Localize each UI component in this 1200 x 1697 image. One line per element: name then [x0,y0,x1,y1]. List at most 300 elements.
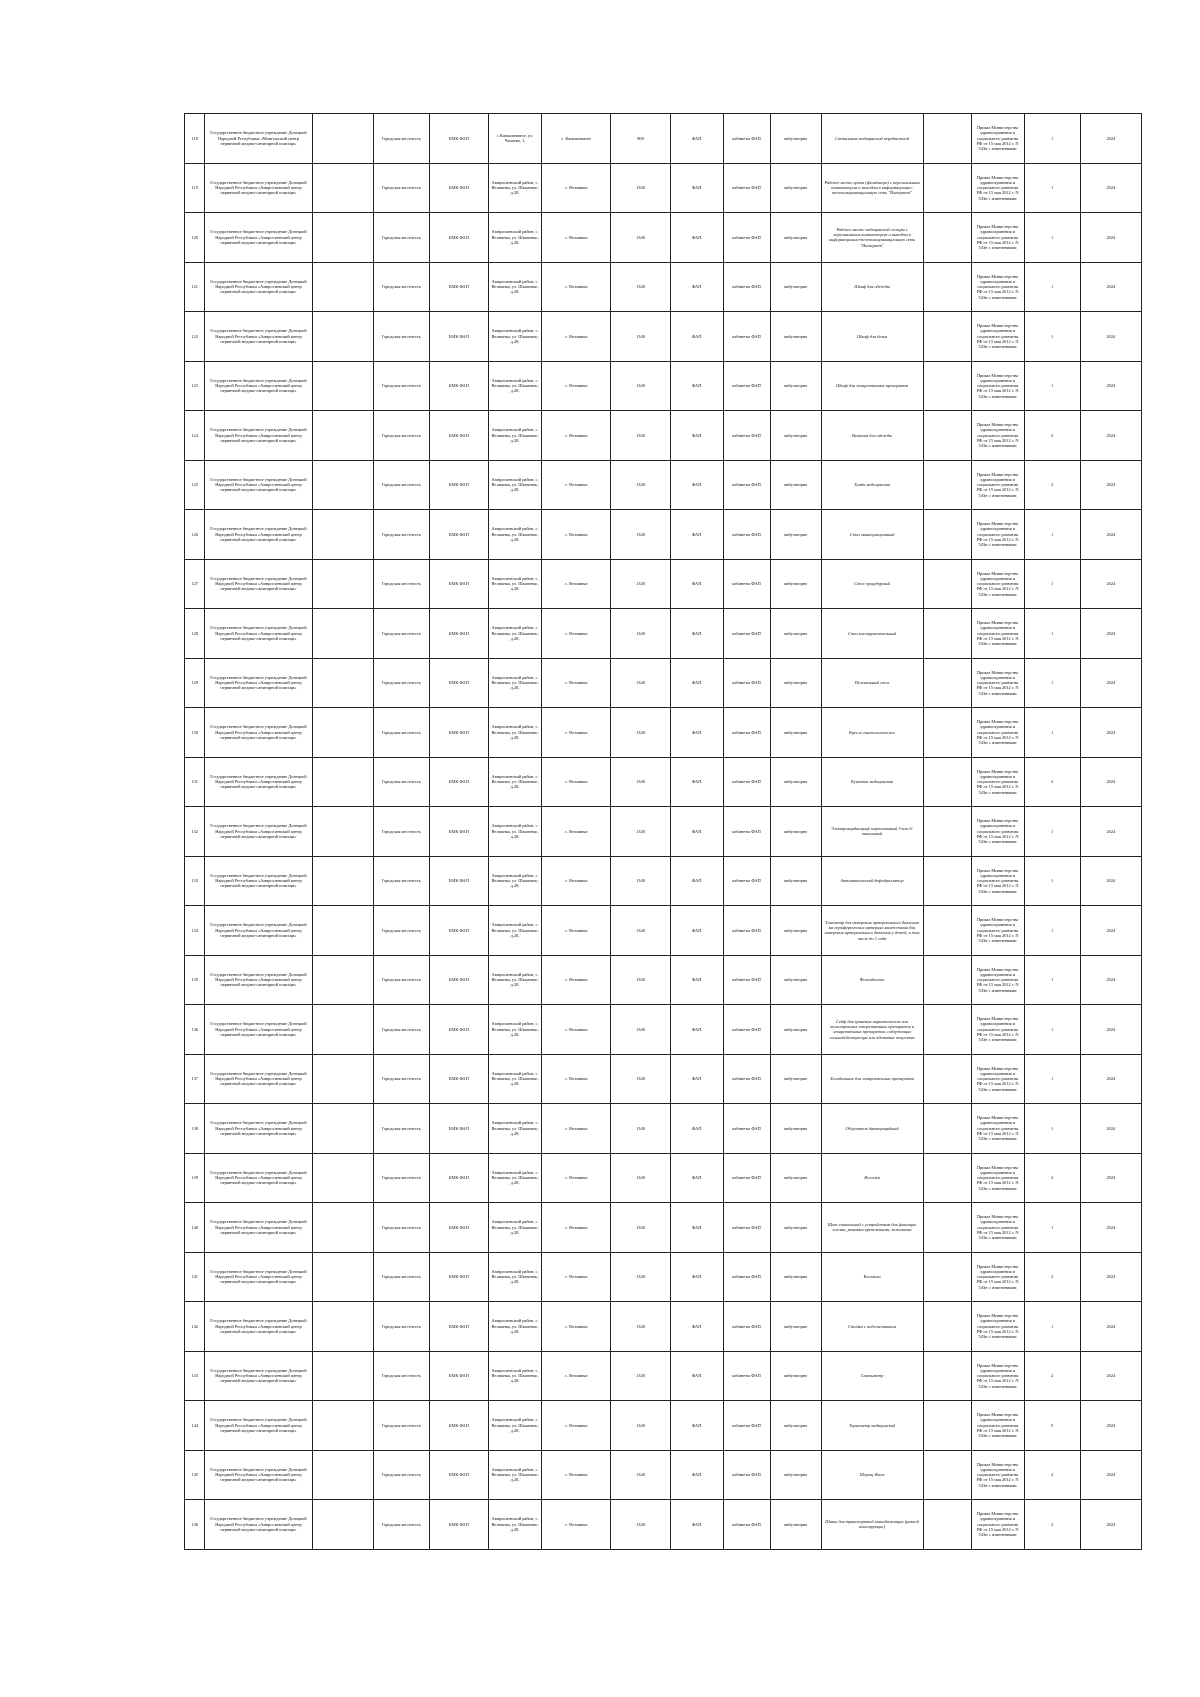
population: 1340 [611,1500,670,1550]
empty-cell [312,658,373,708]
quantity: 1 [1024,114,1080,164]
year: 2024 [1080,757,1141,807]
area-type: Городская местность [373,1104,429,1154]
organization-name: Государственное бюджетное учреждение Донецкой Народной Республики «Амвросиевский центр первичной медико-санитарной помощи» [205,559,312,609]
care-form: амбулаторно [770,1153,821,1203]
regulatory-basis: Приказ Министерства здравоохранения и социального развития РФ от 15 мая 2012 г. N 543н с изменениями [971,460,1024,510]
year: 2024 [1080,807,1141,857]
population: 1340 [611,312,670,362]
area-type: Городская местность [373,955,429,1005]
year: 2024 [1080,460,1141,510]
facility-address: Амвросиевский район, с. Велмянка, ул. Шкапенко, д.28, [489,1351,542,1401]
facility-type: БМК ФАП [429,510,488,560]
row-number: 122 [185,312,205,362]
cabinet: кабинеты ФАП [723,906,770,956]
population: 1340 [611,213,670,263]
row-number: 131 [185,757,205,807]
table-row [185,262,1142,312]
facility-address: Амвросиевский район, с. Велмянка, ул. Шкапенко, д.28, [489,856,542,906]
area-type: Городская местность [373,1054,429,1104]
facility-kind: ФАП [670,708,723,758]
empty-cell [312,1351,373,1401]
facility-kind: ФАП [670,361,723,411]
year: 2024 [1080,955,1141,1005]
care-form: амбулаторно [770,114,821,164]
facility-kind: ФАП [670,658,723,708]
settlement: с. Велмянка [542,1450,611,1500]
row-number: 126 [185,510,205,560]
organization-name: Государственное бюджетное учреждение Донецкой Народной Республики «Амвросиевский центр первичной медико-санитарной помощи» [205,1203,312,1253]
facility-type: БМК ФАП [429,312,488,362]
area-type: Городская местность [373,1450,429,1500]
cabinet: кабинеты ФАП [723,1450,770,1500]
table-row [185,1450,1142,1500]
empty-cell [923,1153,971,1203]
table-row [185,807,1142,857]
area-type: Городская местность [373,460,429,510]
settlement: с. Велмянка [542,510,611,560]
equipment-item: Шкаф для лекарственных препаратов [821,361,923,411]
table-row [185,856,1142,906]
empty-cell [923,1450,971,1500]
regulatory-basis: Приказ Министерства здравоохранения и социального развития РФ от 15 мая 2012 г. N 543н с изменениями [971,163,1024,213]
equipment-item: Костыли [821,1252,923,1302]
table-row [185,163,1142,213]
table-row [185,1153,1142,1203]
organization-name: Государственное бюджетное учреждение Донецкой Народной Республики «Амвросиевский центр первичной медико-санитарной помощи» [205,1005,312,1055]
facility-address: Амвросиевский район, с. Велмянка, ул. Шкапенко, д.28, [489,1401,542,1451]
facility-address: Амвросиевский район, с. Велмянка, ул. Шкапенко, д.28, [489,1054,542,1104]
care-form: амбулаторно [770,411,821,461]
table-row [185,906,1142,956]
settlement: с. Велмянка [542,906,611,956]
organization-name: Государственное бюджетное учреждение Донецкой Народной Республики «Амвросиевский центр первичной медико-санитарной помощи» [205,460,312,510]
care-form: амбулаторно [770,460,821,510]
care-form: амбулаторно [770,163,821,213]
facility-address: Амвросиевский район, с. Велмянка, ул. Шкапенко, д.28, [489,609,542,659]
facility-type: БМК ФАП [429,1104,488,1154]
cabinet: кабинеты ФАП [723,1104,770,1154]
row-number: 133 [185,856,205,906]
table-row [185,213,1142,263]
area-type: Городская местность [373,559,429,609]
year: 2024 [1080,708,1141,758]
care-form: амбулаторно [770,856,821,906]
area-type: Городская местность [373,1500,429,1550]
equipment-item: Шприц Жанэ [821,1450,923,1500]
facility-kind: ФАП [670,1302,723,1352]
regulatory-basis: Приказ Министерства здравоохранения и социального развития РФ от 15 мая 2012 г. N 543н с изменениями [971,510,1024,560]
table-row [185,510,1142,560]
care-form: амбулаторно [770,708,821,758]
empty-cell [312,559,373,609]
equipment-table [184,113,1142,1550]
care-form: амбулаторно [770,609,821,659]
quantity: 1 [1024,213,1080,263]
settlement: с. Велмянка [542,1302,611,1352]
facility-address: Амвросиевский район, с. Велмянка, ул. Шкапенко, д.28, [489,1500,542,1550]
equipment-item: Щит спинальный с устройством для фиксации головы, ремнями крепежными, зажимами [821,1203,923,1253]
empty-cell [923,1005,971,1055]
table-row [185,114,1142,164]
equipment-item: Вешалка для одежды [821,411,923,461]
population: 800 [611,114,670,164]
table-row [185,1351,1142,1401]
table-row [185,955,1142,1005]
quantity: 1 [1024,906,1080,956]
care-form: амбулаторно [770,1203,821,1253]
facility-type: БМК ФАП [429,411,488,461]
year: 2024 [1080,1005,1141,1055]
empty-cell [923,559,971,609]
year: 2024 [1080,1450,1141,1500]
organization-name: Государственное бюджетное учреждение Донецкой Народной Республики «Амвросиевский центр первичной медико-санитарной помощи» [205,708,312,758]
care-form: амбулаторно [770,1005,821,1055]
table-row [185,559,1142,609]
row-number: 124 [185,411,205,461]
facility-type: БМК ФАП [429,559,488,609]
empty-cell [923,708,971,758]
regulatory-basis: Приказ Министерства здравоохранения и социального развития РФ от 15 мая 2012 г. N 543н с изменениями [971,1252,1024,1302]
empty-cell [312,312,373,362]
area-type: Городская местность [373,1203,429,1253]
area-type: Городская местность [373,1005,429,1055]
area-type: Городская местность [373,1153,429,1203]
care-form: амбулаторно [770,1401,821,1451]
cabinet: кабинеты ФАП [723,460,770,510]
population: 1340 [611,1104,670,1154]
empty-cell [923,510,971,560]
empty-cell [923,1401,971,1451]
row-number: 129 [185,658,205,708]
facility-kind: ФАП [670,163,723,213]
facility-address: Амвросиевский район, с. Велмянка, ул. Шкапенко, д.28, [489,1450,542,1500]
quantity: 1 [1024,510,1080,560]
area-type: Городская местность [373,361,429,411]
quantity: 2 [1024,1252,1080,1302]
cabinet: кабинеты ФАП [723,757,770,807]
year: 2024 [1080,1104,1141,1154]
cabinet: кабинеты ФАП [723,262,770,312]
row-number: 140 [185,1203,205,1253]
year: 2024 [1080,906,1141,956]
regulatory-basis: Приказ Министерства здравоохранения и социального развития РФ от 15 мая 2012 г. N 543н с изменениями [971,609,1024,659]
facility-address: Амвросиевский район, с. Велмянка, ул. Шкапенко, д.28, [489,1252,542,1302]
organization-name: Государственное бюджетное учреждение Донецкой Народной Республики «Амвросиевский центр первичной медико-санитарной помощи» [205,856,312,906]
settlement: с. Велмянка [542,757,611,807]
population: 1340 [611,1401,670,1451]
population: 1340 [611,1005,670,1055]
regulatory-basis: Приказ Министерства здравоохранения и социального развития РФ от 15 мая 2012 г. N 543н с изменениями [971,856,1024,906]
cabinet: кабинеты ФАП [723,1252,770,1302]
empty-cell [312,1401,373,1451]
empty-cell [312,708,373,758]
empty-cell [312,955,373,1005]
settlement: с. Велмянка [542,1351,611,1401]
empty-cell [312,213,373,263]
cabinet: кабинеты ФАП [723,708,770,758]
facility-type: БМК ФАП [429,658,488,708]
year: 2024 [1080,1500,1141,1550]
equipment-item: Тумба медицинская [821,460,923,510]
equipment-item: Стол процедурный [821,559,923,609]
facility-kind: ФАП [670,757,723,807]
settlement: с. Велмянка [542,411,611,461]
regulatory-basis: Приказ Министерства здравоохранения и социального развития РФ от 15 мая 2012 г. N 543н с изменениями [971,1203,1024,1253]
care-form: амбулаторно [770,1450,821,1500]
empty-cell [312,1500,373,1550]
empty-cell [923,411,971,461]
area-type: Городская местность [373,262,429,312]
cabinet: кабинеты ФАП [723,1351,770,1401]
care-form: амбулаторно [770,1302,821,1352]
quantity: 1 [1024,708,1080,758]
table-row [185,1500,1142,1550]
cabinet: кабинеты ФАП [723,114,770,164]
row-number: 144 [185,1401,205,1451]
empty-cell [923,955,971,1005]
table-row [185,1054,1142,1104]
area-type: Городская местность [373,213,429,263]
empty-cell [312,114,373,164]
facility-address: Амвросиевский район, с. Велмянка, ул. Шкапенко, д.28, [489,955,542,1005]
care-form: амбулаторно [770,1054,821,1104]
facility-kind: ФАП [670,114,723,164]
year: 2024 [1080,856,1141,906]
population: 1340 [611,757,670,807]
empty-cell [312,1005,373,1055]
year: 2024 [1080,658,1141,708]
settlement: с. Велмянка [542,1401,611,1451]
cabinet: кабинеты ФАП [723,411,770,461]
population: 1340 [611,1054,670,1104]
empty-cell [923,213,971,263]
regulatory-basis: Приказ Министерства здравоохранения и социального развития РФ от 15 мая 2012 г. N 543н с изменениями [971,955,1024,1005]
organization-name: Государственное бюджетное учреждение Донецкой Народной Республики «Амвросиевский центр первичной медико-санитарной помощи» [205,1104,312,1154]
empty-cell [312,163,373,213]
regulatory-basis: Приказ Министерства здравоохранения и социального развития РФ от 15 мая 2012 г. N 543н с изменениями [971,1450,1024,1500]
organization-name: Государственное бюджетное учреждение Донецкой Народной Республики «Амвросиевский центр первичной медико-санитарной помощи» [205,1252,312,1302]
cabinet: кабинеты ФАП [723,312,770,362]
empty-cell [923,1104,971,1154]
empty-cell [923,163,971,213]
year: 2024 [1080,361,1141,411]
table-row [185,757,1142,807]
facility-type: БМК ФАП [429,1401,488,1451]
year: 2024 [1080,262,1141,312]
settlement: с. Велмянка [542,1104,611,1154]
equipment-item: Шкаф для одежды [821,262,923,312]
facility-type: БМК ФАП [429,1500,488,1550]
facility-address: Амвросиевский район, с. Велмянка, ул. Шкапенко, д.28, [489,807,542,857]
quantity: 1 [1024,262,1080,312]
area-type: Городская местность [373,411,429,461]
equipment-item: Сантиметр [821,1351,923,1401]
settlement: с. Велмянка [542,856,611,906]
care-form: амбулаторно [770,361,821,411]
facility-type: БМК ФАП [429,1252,488,1302]
row-number: 145 [185,1450,205,1500]
facility-type: БМК ФАП [429,906,488,956]
empty-cell [312,906,373,956]
settlement: с. Велмянка [542,658,611,708]
care-form: амбулаторно [770,213,821,263]
quantity: 2 [1024,1351,1080,1401]
regulatory-basis: Приказ Министерства здравоохранения и социального развития РФ от 15 мая 2012 г. N 543н с изменениями [971,114,1024,164]
care-form: амбулаторно [770,906,821,956]
year: 2024 [1080,114,1141,164]
facility-type: БМК ФАП [429,955,488,1005]
regulatory-basis: Приказ Министерства здравоохранения и социального развития РФ от 15 мая 2012 г. N 543н с изменениями [971,312,1024,362]
row-number: 141 [185,1252,205,1302]
cabinet: кабинеты ФАП [723,1203,770,1253]
facility-type: БМК ФАП [429,213,488,263]
regulatory-basis: Приказ Министерства здравоохранения и социального развития РФ от 15 мая 2012 г. N 543н с изменениями [971,559,1024,609]
regulatory-basis: Приказ Министерства здравоохранения и социального развития РФ от 15 мая 2012 г. N 543н с изменениями [971,1500,1024,1550]
quantity: 5 [1024,1401,1080,1451]
equipment-item: Шкаф для белья [821,312,923,362]
area-type: Городская местность [373,163,429,213]
facility-kind: ФАП [670,1351,723,1401]
empty-cell [312,807,373,857]
row-number: 118 [185,114,205,164]
quantity: 1 [1024,1005,1080,1055]
area-type: Городская местность [373,1401,429,1451]
organization-name: Государственное бюджетное учреждение Донецкой Народной Республики «Амвросиевский центр первичной медико-санитарной помощи» [205,1153,312,1203]
care-form: амбулаторно [770,807,821,857]
settlement: с. Велмянка [542,361,611,411]
facility-kind: ФАП [670,856,723,906]
organization-name: Государственное бюджетное учреждение Донецкой Народной Республики «Амвросиевский центр первичной медико-санитарной помощи» [205,163,312,213]
regulatory-basis: Приказ Министерства здравоохранения и социального развития РФ от 15 мая 2012 г. N 543н с изменениями [971,1005,1024,1055]
empty-cell [923,609,971,659]
equipment-item: Холодильник для лекарственных препаратов [821,1054,923,1104]
regulatory-basis: Приказ Министерства здравоохранения и социального развития РФ от 15 мая 2012 г. N 543н с изменениями [971,708,1024,758]
year: 2024 [1080,559,1141,609]
equipment-item: Носилки [821,1153,923,1203]
organization-name: Государственное бюджетное учреждение Донецкой Народной Республики «Амвросиевский центр первичной медико-санитарной помощи» [205,262,312,312]
population: 1340 [611,1351,670,1401]
equipment-item: Термометр медицинский [821,1401,923,1451]
quantity: 1 [1024,658,1080,708]
table-row [185,361,1142,411]
empty-cell [312,460,373,510]
row-number: 125 [185,460,205,510]
facility-kind: ФАП [670,1054,723,1104]
cabinet: кабинеты ФАП [723,1153,770,1203]
care-form: амбулаторно [770,658,821,708]
facility-kind: ФАП [670,213,723,263]
row-number: 143 [185,1351,205,1401]
quantity: 2 [1024,1153,1080,1203]
cabinet: кабинеты ФАП [723,955,770,1005]
empty-cell [312,411,373,461]
facility-type: БМК ФАП [429,708,488,758]
settlement: с. Велмянка [542,213,611,263]
facility-kind: ФАП [670,1005,723,1055]
facility-kind: ФАП [670,609,723,659]
facility-address: Амвросиевский район, с. Велмянка, ул. Шкапенко, д.28, [489,906,542,956]
row-number: 119 [185,163,205,213]
care-form: амбулаторно [770,757,821,807]
year: 2024 [1080,609,1141,659]
settlement: с. Велмянка [542,163,611,213]
facility-kind: ФАП [670,1450,723,1500]
settlement: с. Велмянка [542,1005,611,1055]
care-form: амбулаторно [770,1500,821,1550]
year: 2024 [1080,1401,1141,1451]
organization-name: Государственное бюджетное учреждение Донецкой Народной Республики «Амвросиевский центр первичной медико-санитарной помощи» [205,757,312,807]
facility-address: Амвросиевский район, с. Велмянка, ул. Шкапенко, д.28, [489,757,542,807]
facility-address: Амвросиевский район, с. Велмянка, ул. Шкапенко, д.28, [489,1153,542,1203]
population: 1340 [611,510,670,560]
empty-cell [312,1302,373,1352]
equipment-item: Кушетка медицинская [821,757,923,807]
population: 1340 [611,163,670,213]
organization-name: Государственное бюджетное учреждение Донецкой Народной Республики «Амвросиевский центр первичной медико-санитарной помощи» [205,213,312,263]
organization-name: Государственное бюджетное учреждение Донецкой Народной Республики «Амвросиевский центр первичной медико-санитарной помощи» [205,807,312,857]
facility-type: БМК ФАП [429,262,488,312]
organization-name: Государственное бюджетное учреждение Донецкой Народной Республики «Амвросиевский центр первичной медико-санитарной помощи» [205,1054,312,1104]
empty-cell [923,1054,971,1104]
equipment-item: Фонендоскоп [821,955,923,1005]
empty-cell [923,460,971,510]
population: 1340 [611,559,670,609]
facility-address: Амвросиевский район, с. Велмянка, ул. Шкапенко, д.28, [489,1005,542,1055]
care-form: амбулаторно [770,1104,821,1154]
cabinet: кабинеты ФАП [723,1500,770,1550]
facility-address: Амвросиевский район, с. Велмянка, ул. Шкапенко, д.28, [489,411,542,461]
settlement: с. Велмянка [542,708,611,758]
empty-cell [923,262,971,312]
row-number: 142 [185,1302,205,1352]
facility-kind: ФАП [670,1252,723,1302]
row-number: 135 [185,955,205,1005]
facility-type: БМК ФАП [429,361,488,411]
regulatory-basis: Приказ Министерства здравоохранения и социального развития РФ от 15 мая 2012 г. N 543н с изменениями [971,807,1024,857]
row-number: 128 [185,609,205,659]
quantity: 1 [1024,856,1080,906]
population: 1340 [611,460,670,510]
population: 1340 [611,262,670,312]
cabinet: кабинеты ФАП [723,213,770,263]
equipment-item: Светильник медицинский передвижной [821,114,923,164]
area-type: Городская местность [373,757,429,807]
table-row [185,1203,1142,1253]
quantity: 1 [1024,1054,1080,1104]
settlement: с. Велмянка [542,1500,611,1550]
table-row [185,1302,1142,1352]
population: 1340 [611,411,670,461]
empty-cell [312,1252,373,1302]
quantity: 2 [1024,1450,1080,1500]
population: 1340 [611,1203,670,1253]
organization-name: Государственное бюджетное учреждение Донецкой Народной Республики «Амвросиевский центр первичной медико-санитарной помощи» [205,658,312,708]
year: 2024 [1080,1054,1141,1104]
facility-type: БМК ФАП [429,1450,488,1500]
row-number: 121 [185,262,205,312]
equipment-item: Тонометр для измерения артериального давления на периферических артериях манжетами для измерения артериального давления у детей, в том числе до 1 года [821,906,923,956]
table-row [185,1252,1142,1302]
row-number: 130 [185,708,205,758]
area-type: Городская местность [373,510,429,560]
cabinet: кабинеты ФАП [723,856,770,906]
year: 2024 [1080,510,1141,560]
quantity: 2 [1024,757,1080,807]
table-row [185,708,1142,758]
facility-address: Амвросиевский район, с. Велмянка, ул. Шкапенко, д.28, [489,708,542,758]
empty-cell [923,807,971,857]
